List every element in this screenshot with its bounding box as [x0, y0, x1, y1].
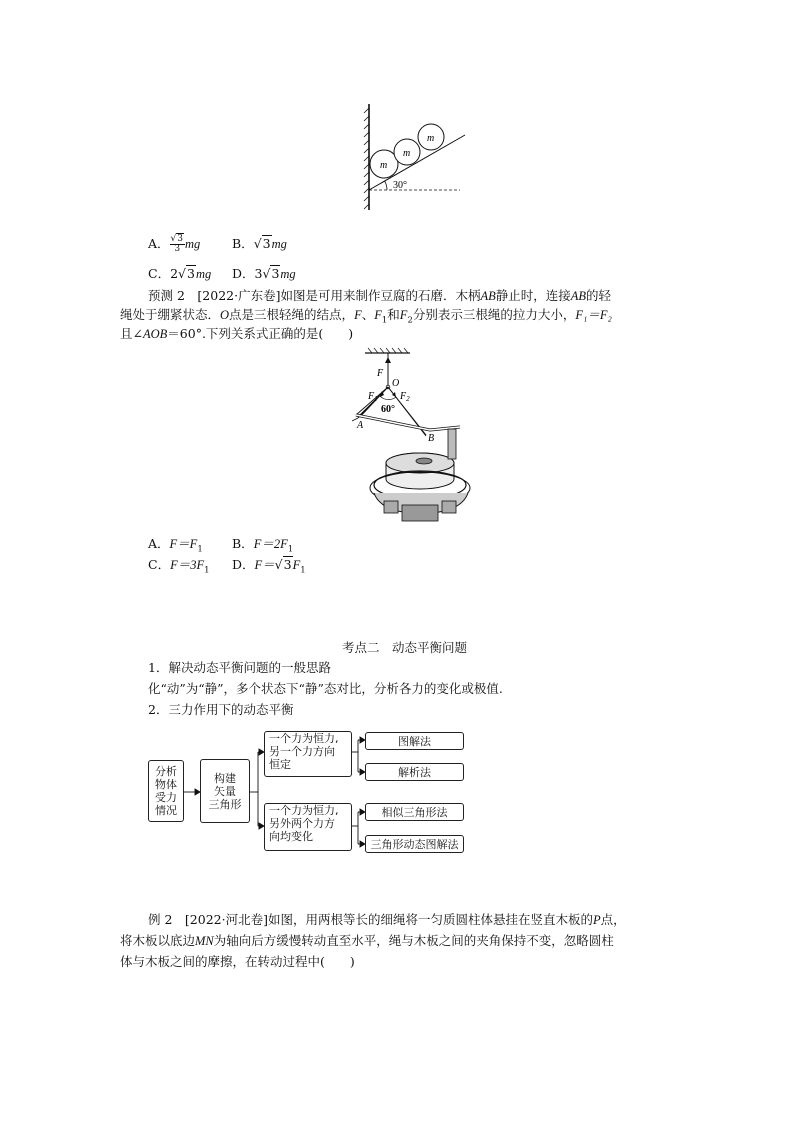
coefficient: 3 [254, 266, 263, 281]
q2-option-a[interactable] [148, 536, 203, 558]
q2-option-b[interactable] [232, 536, 293, 558]
var-f1: F [374, 308, 382, 322]
radicand: 3 [187, 266, 195, 281]
var-ab: AB [480, 289, 496, 303]
radicand: 3 [283, 557, 292, 572]
text: 点， [600, 912, 626, 927]
text: 和 [387, 307, 400, 322]
label-f1: $F_1$ [368, 391, 378, 403]
box-line: 恒定 [269, 758, 291, 771]
ex2-line-2 [120, 933, 614, 949]
incline-angle-label: 30° [393, 180, 407, 191]
subscript: 1 [204, 565, 210, 576]
q1-option-a[interactable] [148, 235, 200, 254]
text: 将木板以底边 [120, 933, 196, 948]
subscript: 1 [287, 544, 294, 555]
option-expr: F [292, 558, 301, 572]
section-item-1-body: 化“动”为“静”，多个状态下“静”态对比，分析各力的变化或极值. [148, 681, 503, 696]
var-aob: AOB [142, 327, 168, 341]
sqrt: √3 [253, 236, 271, 251]
option-expr: F＝F [169, 537, 198, 551]
subscript: 1 [197, 544, 203, 555]
ball-mass-label-3: m [427, 133, 435, 144]
text: 分别表示三根绳的拉力大小， [412, 307, 576, 322]
option-unit: mg [195, 267, 212, 281]
option-letter: D． [232, 557, 255, 572]
label-f2: $F_2$ [400, 391, 410, 403]
section-item-2: 2．三力作用下的动态平衡 [148, 702, 294, 717]
text: 静止时，连接 [495, 288, 571, 303]
var-f2: F [399, 308, 408, 322]
label-b: B [428, 433, 435, 444]
text: 绳处于绷紧状态． [120, 307, 221, 322]
var-f: F [354, 308, 362, 322]
flow-box-condition-lower [264, 803, 352, 851]
q2-option-d[interactable] [232, 557, 306, 579]
flow-result-similar-triangles: 相似三角形法 [365, 803, 464, 821]
q2-text-line-2: 绳处于绷紧状态．O点是三根轻绳的结点，F、$F_1$和$F_2$分别表示三根绳的拉力大小，F₁＝F₂ [120, 307, 612, 326]
flow-box-condition-upper [264, 731, 352, 777]
option-unit: mg [280, 267, 296, 281]
ball-mass-label-2: m [403, 148, 411, 159]
text: 预测 2 [2022·广东卷]如图是可用来制作豆腐的石磨．木柄 [148, 288, 481, 303]
subscript: 2 [407, 315, 413, 326]
box-line: 构建 [214, 771, 236, 785]
figure-stone-mill [340, 345, 480, 530]
box-line: 一个力为恒力, [269, 732, 339, 745]
text: 点是三根轻绳的结点， [229, 307, 355, 322]
flow-box-build-vector-triangle [200, 759, 250, 823]
var-p: P [592, 913, 601, 927]
var-ab: AB [570, 289, 587, 303]
radicand: 3 [262, 236, 271, 251]
box-line: 物体 [155, 778, 177, 791]
flow-box-analyze-forces [148, 760, 184, 822]
label-a: A [357, 420, 364, 431]
option-letter: B． [232, 536, 254, 551]
text: 为轴向后方缓慢转动直至水平，绳与木板之间的夹角保持不变，忽略圆柱 [213, 933, 614, 948]
box-line: 另一个力方向 [269, 745, 335, 758]
equation: F₁＝F₂ [575, 308, 612, 322]
box-line: 矢量 [214, 784, 236, 798]
coefficient: 2 [170, 266, 179, 281]
ex2-line-1 [148, 912, 626, 928]
var-mn: MN [195, 934, 214, 948]
sqrt: √3 [274, 557, 292, 572]
box-line: 向均变化 [269, 830, 313, 843]
option-letter: A． [148, 536, 170, 551]
sqrt: √3 [178, 266, 195, 281]
q2-text-line-1 [148, 288, 611, 304]
option-expr: F＝3F [170, 558, 205, 572]
option-letter: B． [232, 236, 254, 251]
ball-mass-label-1: m [380, 160, 388, 171]
radicand: 3 [271, 266, 280, 281]
denominator: 3 [174, 244, 181, 254]
box-line: 情况 [155, 804, 177, 817]
q2-option-c[interactable] [148, 557, 210, 579]
option-letter: A． [148, 236, 170, 251]
var-o: O [220, 308, 230, 322]
option-letter: C． [148, 266, 171, 281]
label-angle-60: 60° [381, 404, 395, 415]
fraction: $\frac{√3}{3}$ [170, 234, 184, 254]
text: 且∠ [120, 326, 143, 341]
box-line: 另外两个力方 [269, 817, 335, 830]
q1-option-b[interactable] [232, 236, 287, 252]
q1-option-d[interactable] [232, 266, 296, 282]
section-title: 考点二 动态平衡问题 [342, 640, 468, 655]
flow-result-graphical-method: 图解法 [365, 732, 464, 750]
box-line: 受力 [155, 791, 177, 804]
flow-result-triangle-dynamic-graph: 三角形动态图解法 [365, 835, 464, 853]
ex2-line-3: 体与木板之间的摩擦，在转动过程中( ) [120, 954, 355, 969]
label-f: F [377, 368, 384, 379]
option-expr: F＝ [254, 558, 275, 572]
figure-balls-on-incline [355, 100, 475, 215]
box-line: 分析 [155, 765, 177, 778]
text: 的轻 [586, 288, 612, 303]
q2-text-line-3 [120, 326, 353, 342]
option-letter: C． [148, 557, 171, 572]
option-unit: mg [271, 237, 287, 251]
flow-result-analytic-method: 解析法 [365, 763, 464, 781]
section-item-1: 1．解决动态平衡问题的一般思路 [148, 660, 331, 675]
sqrt: √3 [262, 266, 280, 281]
option-expr: F＝2F [253, 537, 288, 551]
subscript: 1 [300, 565, 306, 576]
label-o: O [392, 378, 400, 389]
q1-option-c[interactable] [148, 266, 211, 282]
subscript: 1 [381, 315, 388, 326]
box-line: 一个力为恒力, [269, 804, 339, 817]
radicand: 3 [177, 234, 184, 244]
option-unit: mg [185, 237, 201, 251]
box-line: 三角形 [208, 797, 242, 811]
text: 例 2 [2022·河北卷]如图，用两根等长的细绳将一匀质圆柱体悬挂在竖直木板的 [148, 912, 593, 927]
option-letter: D． [232, 266, 255, 281]
text: ＝60°.下列关系式正确的是( ) [167, 326, 354, 341]
